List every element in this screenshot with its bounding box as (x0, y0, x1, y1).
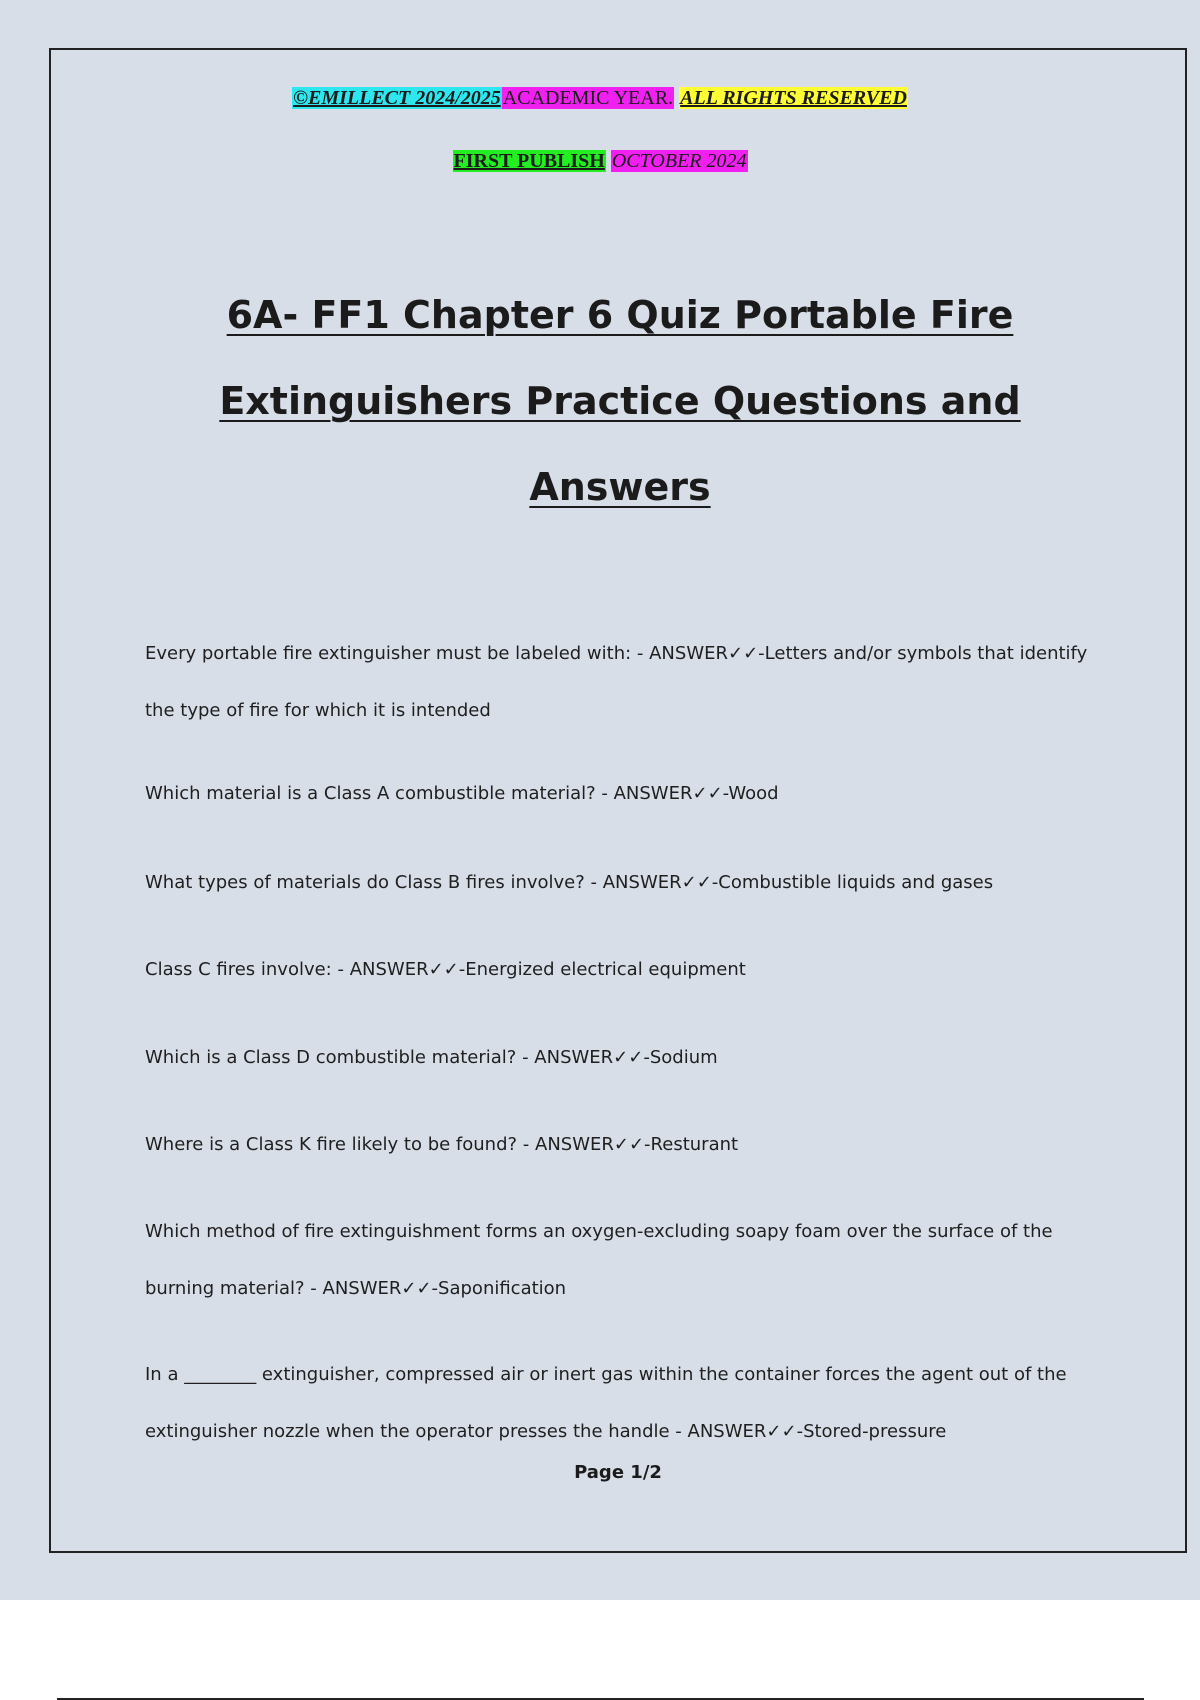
copyright-header (0, 85, 1200, 111)
qa-item-7: Which method of fire extinguishment forms an oxygen-excluding soapy foam over the surface of the burning material? - ANSWER✓✓-Saponification (145, 1221, 1053, 1299)
qa-item-1: Every portable fire extinguisher must be labeled with: - ANSWER✓✓-Letters and/or symbols that identify the type of fire for which it is intended (145, 643, 1088, 721)
publish-date-text: OCTOBER 2024 (611, 150, 747, 172)
title-line-1: 6A- FF1 Chapter 6 Quiz Portable Fire (226, 293, 1014, 337)
qa-item-2: Which material is a Class A combustible material? - ANSWER✓✓-Wood (145, 783, 779, 804)
page-number: Page 1/2 (574, 1462, 662, 1483)
qa-item-6: Where is a Class K fire likely to be found? - ANSWER✓✓-Resturant (145, 1134, 739, 1155)
title-line-3: Answers (529, 465, 711, 509)
qa-item-5: Which is a Class D combustible material? - ANSWER✓✓-Sodium (145, 1047, 718, 1068)
qa-item-8: In a ________ extinguisher, compressed air or inert gas within the container forces the agent out of the extinguisher nozzle when the operator presses the handle - ANSWER✓✓-Stored-pressure (145, 1364, 1067, 1442)
qa-item-3: What types of materials do Class B fires involve? - ANSWER✓✓-Combustible liquids and gases (145, 872, 994, 893)
qa-item-4: Class C fires involve: - ANSWER✓✓-Energized electrical equipment (145, 959, 746, 980)
rights-reserved-text: ALL RIGHTS RESERVED (680, 87, 907, 109)
copyright-text: ©EMILLECT 2024/2025 (293, 87, 501, 109)
first-publish-text: FIRST PUBLISH (453, 150, 605, 172)
academic-year-text: ACADEMIC YEAR. (502, 87, 674, 109)
title-line-2: Extinguishers Practice Questions and (219, 379, 1021, 423)
document-title (60, 272, 1180, 530)
publish-header (0, 148, 1200, 174)
